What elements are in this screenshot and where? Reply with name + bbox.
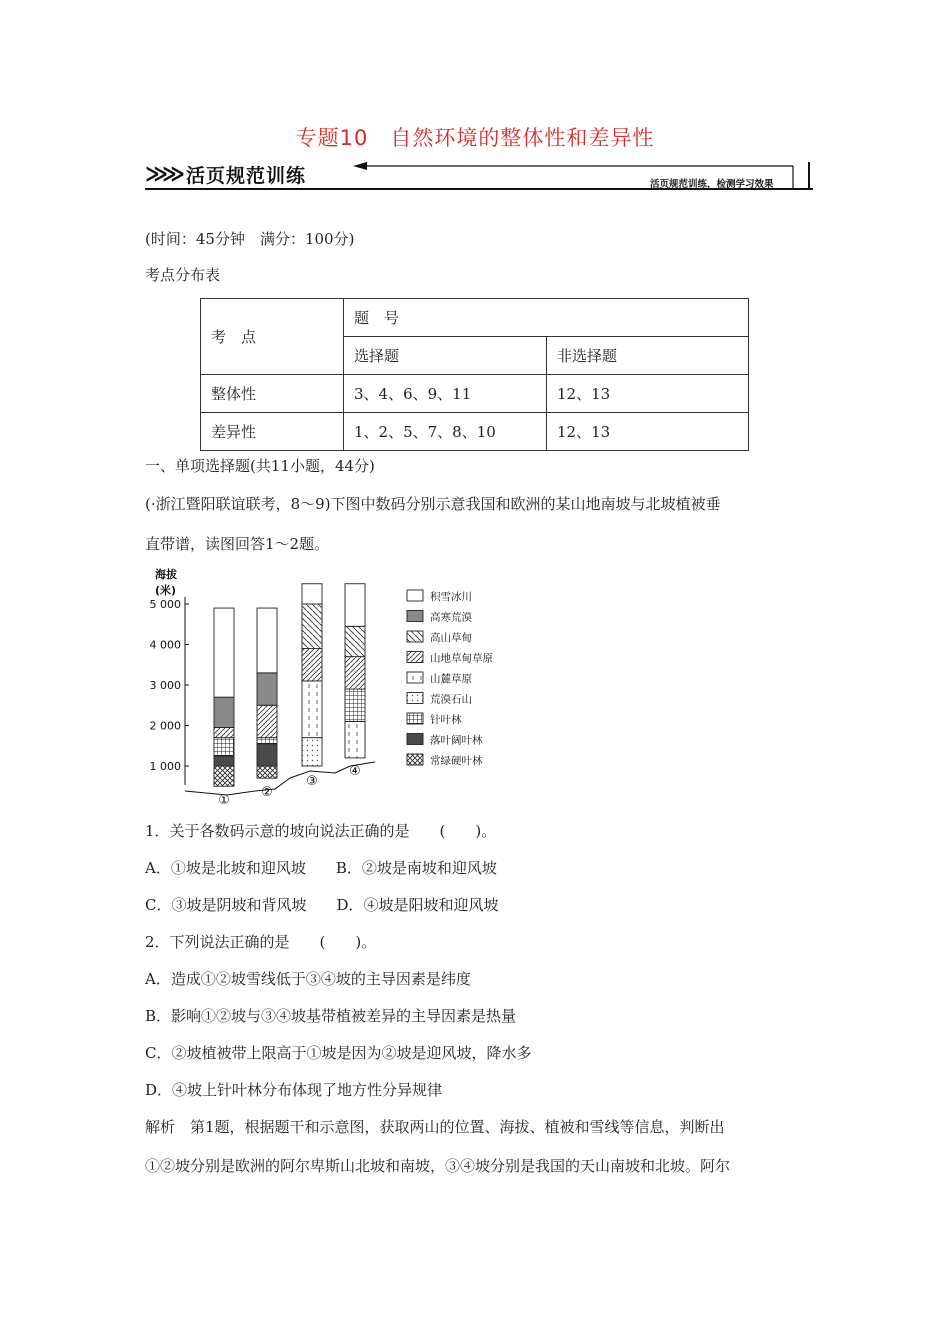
column-label: ③	[306, 774, 318, 789]
legend-label: 常绿硬叶林	[430, 755, 483, 767]
chart-segment	[302, 604, 322, 649]
row-nonchoice: 12、13	[547, 375, 749, 413]
legend-label: 高寒荒漠	[430, 611, 472, 624]
vegetation-chart	[145, 563, 525, 813]
chart-segment	[345, 721, 365, 757]
chart-segment	[257, 766, 277, 778]
intro-line-1: (·浙江暨阳联谊联考，8～9)下图中数码分别示意我国和欧洲的某山地南坡与北坡植被垂	[145, 495, 721, 513]
chart-segment	[214, 697, 234, 727]
chart-segment	[214, 766, 234, 786]
column-label: ④	[349, 764, 361, 779]
table-row	[201, 375, 749, 413]
q2-option-b: B．影响①②坡与③④坡基带植被差异的主导因素是热量	[145, 1007, 517, 1025]
analysis-line-1: 解析 第1题，根据题干和示意图，获取两山的位置、海拔、植被和雪线等信息，判断出	[145, 1118, 725, 1136]
legend-swatch	[407, 734, 423, 745]
legend-swatch	[407, 672, 423, 683]
table-caption: 考点分布表	[145, 266, 221, 284]
chart-segment	[257, 744, 277, 766]
chevron-icon: ≫≫	[145, 162, 180, 187]
header-kaodian: 考 点	[201, 299, 344, 375]
terrain-line	[185, 762, 375, 795]
legend-label: 山地草甸草原	[430, 652, 493, 665]
table-row	[201, 413, 749, 451]
legend-swatch	[407, 611, 423, 622]
legend-swatch	[407, 631, 423, 642]
q2-stem: 2．下列说法正确的是 ( )。	[145, 933, 377, 951]
chart-segment	[214, 608, 234, 697]
chart-segment	[302, 649, 322, 681]
legend-label: 高山草甸	[430, 632, 472, 644]
q2-option-d: D．④坡上针叶林分布体现了地方性分异规律	[145, 1081, 443, 1099]
q1-options-cd: C．③坡是阴坡和背风坡 D．④坡是阳坡和迎风坡	[145, 896, 499, 914]
chart-segment	[257, 705, 277, 737]
legend-swatch	[407, 713, 423, 724]
legend-swatch	[407, 693, 423, 704]
chart-segment	[345, 584, 365, 627]
y-tick-label: 1 000	[149, 760, 181, 773]
q2-option-c: C．②坡植被带上限高于①坡是因为②坡是迎风坡，降水多	[145, 1044, 532, 1062]
y-tick-label: 4 000	[149, 638, 181, 652]
y-tick-label: 2 000	[149, 719, 181, 733]
legend-label: 荒漠石山	[430, 693, 472, 706]
chart-segment	[214, 738, 234, 756]
row-choice: 1、2、5、7、8、10	[344, 413, 547, 451]
row-nonchoice: 12、13	[547, 413, 749, 451]
y-tick-label: 3 000	[149, 679, 181, 692]
section-heading: 一、单项选择题(共11小题，44分)	[145, 457, 375, 475]
chart-segment	[257, 738, 277, 744]
analysis-line-2: ①②坡分别是欧洲的阿尔卑斯山北坡和南坡，③④坡分别是我国的天山南坡和北坡。阿尔	[145, 1157, 731, 1175]
sub-nonchoice: 非选择题	[547, 337, 749, 375]
column-label: ①	[218, 793, 230, 808]
chart-segment	[345, 626, 365, 656]
legend-swatch	[407, 754, 423, 765]
q2-option-a: A．造成①②坡雪线低于③④坡的主导因素是纬度	[145, 970, 471, 988]
page-title: 专题10 自然环境的整体性和差异性	[295, 126, 655, 150]
q1-options-ab: A．①坡是北坡和迎风坡 B．②坡是南坡和迎风坡	[145, 859, 497, 877]
row-choice: 3、4、6、9、11	[344, 375, 547, 413]
chart-segment	[257, 673, 277, 705]
column-label: ②	[261, 785, 273, 800]
chart-segment	[214, 728, 234, 738]
y-axis-label: 海拔	[155, 568, 177, 581]
meta-line: (时间：45分钟 满分：100分)	[145, 230, 355, 248]
chart-segment	[345, 689, 365, 721]
header-tihao: 题 号	[344, 299, 749, 337]
row-name: 整体性	[201, 375, 344, 413]
banner-note: 活页规范训练，检测学习效果	[650, 179, 774, 190]
chart-segment	[302, 584, 322, 604]
legend-swatch	[407, 652, 423, 663]
chart-segment	[302, 738, 322, 766]
legend-swatch	[407, 590, 423, 601]
chart-segment	[214, 756, 234, 766]
intro-line-2: 直带谱，读图回答1～2题。	[145, 535, 330, 553]
chart-segment	[302, 681, 322, 738]
legend-label: 积雪冰川	[430, 591, 472, 603]
chart-segment	[345, 657, 365, 689]
banner-label: 活页规范训练	[186, 165, 307, 187]
legend-label: 针叶林	[430, 714, 462, 726]
sub-choice: 选择题	[344, 337, 547, 375]
chart-segment	[257, 608, 277, 673]
kaodian-table	[200, 298, 749, 451]
legend-label: 落叶阔叶林	[430, 734, 483, 747]
y-tick-label: 5 000	[149, 598, 181, 611]
y-axis-unit: (米)	[155, 584, 177, 597]
q1-stem: 1．关于各数码示意的坡向说法正确的是 ( )。	[145, 822, 497, 840]
row-name: 差异性	[201, 413, 344, 451]
legend-label: 山麓草原	[430, 673, 472, 685]
